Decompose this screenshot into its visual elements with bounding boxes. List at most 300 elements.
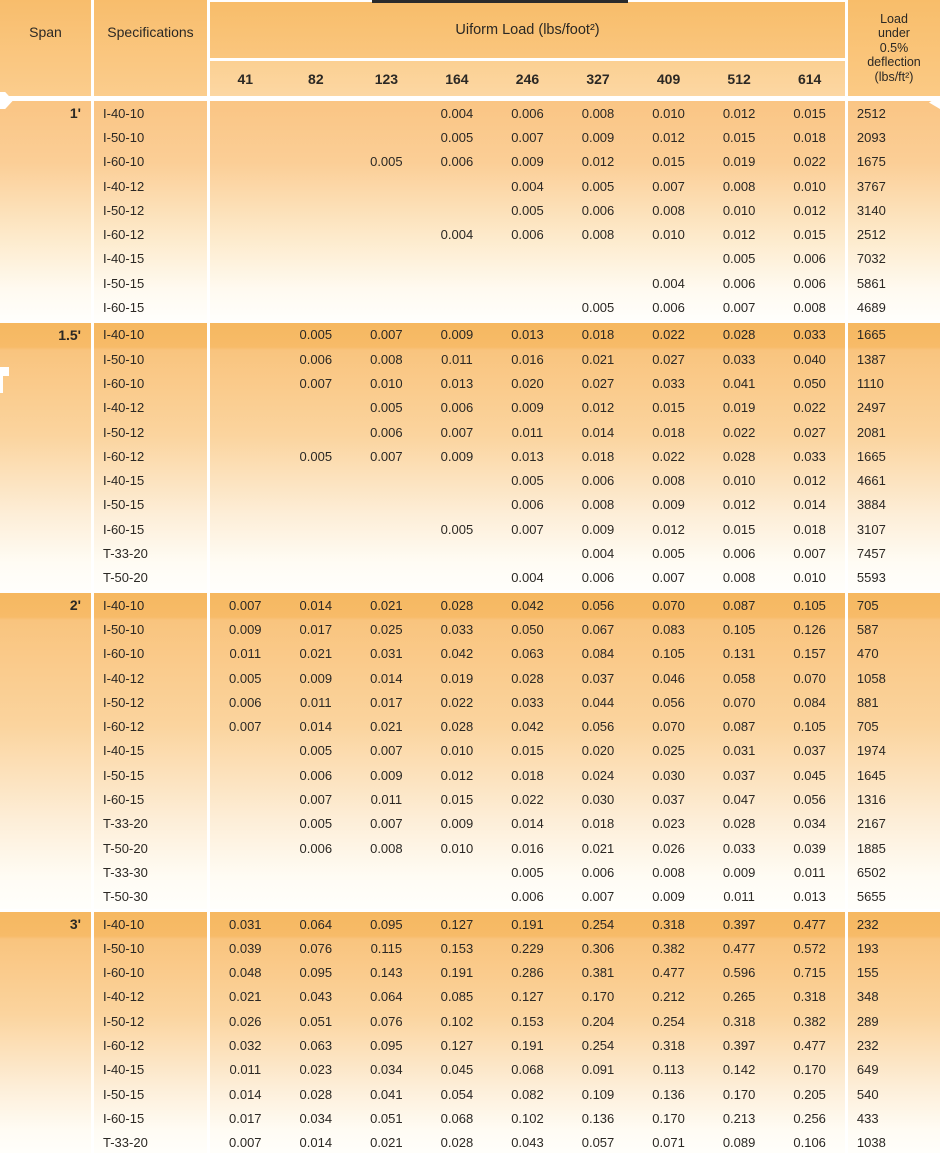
load-value-cell: 0.007 bbox=[299, 792, 333, 808]
load-value-cell: 0.136 bbox=[652, 1086, 685, 1102]
spec-cell: I-60-10 bbox=[103, 375, 145, 391]
load-value-cell: 0.028 bbox=[511, 670, 544, 686]
load-value-cell: 0.006 bbox=[299, 767, 333, 783]
load-value-cell: 0.008 bbox=[652, 473, 685, 489]
load-value-cell: 0.013 bbox=[440, 375, 474, 391]
table-row bbox=[0, 371, 940, 395]
load-value-cell: 0.142 bbox=[722, 1062, 756, 1078]
load-value-cell: 0.007 bbox=[229, 719, 262, 735]
table-row bbox=[0, 396, 940, 420]
table-row bbox=[0, 812, 940, 836]
deflection-load-cell: 470 bbox=[856, 646, 879, 662]
deflection-load-cell: 5593 bbox=[856, 570, 886, 586]
deflection-load-cell: 2093 bbox=[856, 129, 886, 145]
load-value-cell: 0.015 bbox=[652, 154, 685, 170]
table-row bbox=[0, 295, 940, 319]
load-value-cell: 0.045 bbox=[440, 1062, 474, 1078]
load-value-cell: 0.041 bbox=[722, 375, 756, 391]
load-value-cell: 0.047 bbox=[722, 792, 756, 808]
table-row bbox=[0, 593, 940, 617]
load-value-cell: 0.025 bbox=[370, 621, 403, 637]
load-value-cell: 0.017 bbox=[299, 621, 333, 637]
load-value-cell: 0.056 bbox=[652, 694, 685, 710]
deflection-load-cell: 3884 bbox=[856, 497, 886, 513]
load-value-cell: 0.023 bbox=[652, 816, 685, 832]
load-value-cell: 0.091 bbox=[581, 1062, 615, 1078]
load-value-cell: 0.229 bbox=[511, 940, 544, 956]
load-value-cell: 0.063 bbox=[511, 646, 544, 662]
load-value-cell: 0.011 bbox=[723, 889, 755, 905]
load-value-cell: 0.031 bbox=[229, 916, 262, 932]
table-row bbox=[0, 960, 940, 984]
load-value-cell: 0.085 bbox=[440, 989, 474, 1005]
column-divider bbox=[207, 0, 210, 1153]
table-row bbox=[0, 912, 940, 936]
load-value-cell: 0.127 bbox=[440, 1038, 474, 1054]
load-value-cell: 0.033 bbox=[722, 840, 756, 856]
load-value-cell: 0.014 bbox=[793, 497, 826, 513]
load-value-cell: 0.043 bbox=[511, 1135, 544, 1151]
load-value-cell: 0.007 bbox=[793, 546, 826, 561]
header-uniform-load bbox=[210, 2, 845, 58]
load-value-cell: 0.019 bbox=[440, 670, 474, 686]
load-value-cell: 0.015 bbox=[793, 105, 826, 121]
load-value-cell: 0.070 bbox=[652, 597, 685, 613]
load-value-cell: 0.157 bbox=[793, 646, 826, 662]
deflection-load-cell: 2512 bbox=[856, 227, 886, 243]
spec-cell: T-50-30 bbox=[103, 889, 148, 905]
load-value-cell: 0.043 bbox=[299, 989, 333, 1005]
load-value-cell: 0.030 bbox=[581, 792, 615, 808]
load-value-cell: 0.009 bbox=[299, 670, 333, 686]
load-column-header: 82 bbox=[308, 70, 324, 87]
load-value-cell: 0.004 bbox=[440, 227, 474, 243]
load-value-cell: 0.008 bbox=[793, 300, 826, 316]
deflection-load-cell: 705 bbox=[856, 597, 879, 613]
load-value-cell: 0.070 bbox=[722, 694, 756, 710]
load-value-cell: 0.005 bbox=[581, 300, 615, 316]
load-value-cell: 0.106 bbox=[793, 1135, 826, 1151]
load-value-cell: 0.011 bbox=[793, 864, 826, 880]
header-span bbox=[0, 0, 91, 96]
load-value-cell: 0.006 bbox=[722, 275, 756, 291]
deflection-load-cell: 1974 bbox=[856, 743, 886, 759]
deflection-load-cell: 1885 bbox=[856, 840, 886, 856]
load-value-cell: 0.007 bbox=[370, 816, 403, 832]
load-value-cell: 0.044 bbox=[581, 694, 615, 710]
load-value-cell: 0.070 bbox=[793, 670, 826, 686]
load-value-cell: 0.131 bbox=[722, 646, 756, 662]
deflection-load-cell: 587 bbox=[856, 621, 879, 637]
load-value-cell: 0.477 bbox=[652, 965, 685, 981]
spec-cell: I-50-10 bbox=[103, 940, 145, 956]
load-value-cell: 0.013 bbox=[511, 327, 544, 343]
deflection-load-cell: 433 bbox=[856, 1110, 879, 1126]
load-value-cell: 0.318 bbox=[793, 989, 826, 1005]
table-row bbox=[0, 763, 940, 787]
load-value-cell: 0.012 bbox=[722, 227, 756, 243]
load-value-cell: 0.010 bbox=[652, 105, 685, 121]
header-uniform-load-label: Uiform Load (lbs/foot²) bbox=[455, 22, 600, 38]
deflection-load-cell: 155 bbox=[856, 965, 879, 981]
load-value-cell: 0.032 bbox=[229, 1038, 262, 1054]
deflection-load-cell: 705 bbox=[856, 719, 879, 735]
load-value-cell: 0.058 bbox=[722, 670, 756, 686]
load-value-cell: 0.306 bbox=[581, 940, 615, 956]
load-value-cell: 0.064 bbox=[299, 916, 333, 932]
load-value-cell: 0.031 bbox=[722, 743, 756, 759]
load-value-cell: 0.070 bbox=[652, 719, 685, 735]
load-value-cell: 0.007 bbox=[229, 597, 262, 613]
load-value-cell: 0.397 bbox=[722, 1038, 756, 1054]
load-value-cell: 0.024 bbox=[581, 767, 615, 783]
load-value-cell: 0.143 bbox=[370, 965, 403, 981]
load-value-cell: 0.006 bbox=[440, 154, 474, 170]
load-column-header: 409 bbox=[656, 70, 681, 87]
spec-cell: I-50-12 bbox=[103, 694, 145, 710]
spec-cell: T-33-20 bbox=[103, 546, 148, 561]
load-value-cell: 0.087 bbox=[722, 719, 756, 735]
span-group bbox=[0, 912, 940, 1153]
deflection-load-cell: 232 bbox=[856, 1038, 879, 1054]
table-row bbox=[0, 101, 940, 125]
deflection-load-cell: 232 bbox=[856, 916, 879, 932]
table-row bbox=[0, 860, 940, 884]
load-value-cell: 0.034 bbox=[793, 816, 826, 832]
load-value-cell: 0.022 bbox=[722, 424, 756, 440]
load-value-cell: 0.009 bbox=[440, 448, 474, 464]
table-row bbox=[0, 666, 940, 690]
header-specifications-label: Specifications bbox=[107, 24, 194, 40]
spec-cell: I-50-15 bbox=[103, 275, 145, 291]
load-value-cell: 0.012 bbox=[722, 105, 756, 121]
load-value-cell: 0.037 bbox=[793, 743, 826, 759]
spec-cell: I-60-12 bbox=[103, 227, 145, 243]
load-value-cell: 0.009 bbox=[229, 621, 262, 637]
load-value-cell: 0.126 bbox=[793, 621, 826, 637]
load-value-cell: 0.006 bbox=[793, 275, 826, 291]
deflection-load-cell: 289 bbox=[856, 1013, 879, 1029]
load-value-cell: 0.095 bbox=[299, 965, 333, 981]
load-value-cell: 0.018 bbox=[581, 816, 615, 832]
table-row bbox=[0, 198, 940, 222]
load-value-cell: 0.037 bbox=[652, 792, 685, 808]
load-value-cell: 0.006 bbox=[299, 351, 333, 367]
deflection-header-line: 0.5% bbox=[879, 40, 909, 55]
load-value-cell: 0.005 bbox=[722, 251, 756, 267]
load-value-cell: 0.018 bbox=[793, 521, 826, 537]
deflection-load-cell: 1110 bbox=[856, 375, 884, 391]
load-value-cell: 0.046 bbox=[652, 670, 685, 686]
deflection-load-cell: 2167 bbox=[856, 816, 886, 832]
load-value-cell: 0.056 bbox=[581, 597, 615, 613]
load-value-cell: 0.191 bbox=[511, 1038, 544, 1054]
load-value-cell: 0.045 bbox=[793, 767, 826, 783]
load-value-cell: 0.010 bbox=[440, 743, 474, 759]
table-row bbox=[0, 222, 940, 246]
load-value-cell: 0.076 bbox=[299, 940, 333, 956]
table-row bbox=[0, 444, 940, 468]
load-value-cell: 0.037 bbox=[581, 670, 615, 686]
spec-cell: I-40-12 bbox=[103, 178, 145, 194]
load-value-cell: 0.042 bbox=[440, 646, 474, 662]
load-value-cell: 0.477 bbox=[793, 1038, 826, 1054]
deflection-load-cell: 1387 bbox=[856, 351, 886, 367]
load-value-cell: 0.014 bbox=[370, 670, 403, 686]
load-value-cell: 0.022 bbox=[511, 792, 544, 808]
load-value-cell: 0.056 bbox=[793, 792, 826, 808]
load-value-cell: 0.084 bbox=[581, 646, 615, 662]
load-value-cell: 0.006 bbox=[511, 889, 544, 905]
deflection-load-cell: 5655 bbox=[856, 889, 886, 905]
load-value-cell: 0.265 bbox=[722, 989, 756, 1005]
load-value-cell: 0.050 bbox=[793, 375, 826, 391]
load-value-cell: 0.254 bbox=[652, 1013, 685, 1029]
load-value-cell: 0.068 bbox=[440, 1110, 474, 1126]
spec-cell: I-60-15 bbox=[103, 521, 145, 537]
load-value-cell: 0.033 bbox=[440, 621, 474, 637]
load-value-cell: 0.153 bbox=[440, 940, 474, 956]
spec-cell: I-60-15 bbox=[103, 300, 145, 316]
load-value-cell: 0.109 bbox=[581, 1086, 615, 1102]
load-value-cell: 0.033 bbox=[511, 694, 544, 710]
table-row bbox=[0, 541, 940, 565]
load-value-cell: 0.067 bbox=[581, 621, 615, 637]
load-value-cell: 0.021 bbox=[229, 989, 262, 1005]
load-value-cell: 0.016 bbox=[511, 351, 544, 367]
load-value-cell: 0.009 bbox=[370, 767, 403, 783]
load-value-cell: 0.014 bbox=[299, 719, 333, 735]
spec-cell: I-40-10 bbox=[103, 105, 145, 121]
load-value-cell: 0.007 bbox=[440, 424, 474, 440]
table-row bbox=[0, 420, 940, 444]
load-value-cell: 0.015 bbox=[722, 129, 756, 145]
load-value-cell: 0.005 bbox=[229, 670, 262, 686]
load-value-cell: 0.008 bbox=[722, 570, 756, 586]
load-value-cell: 0.005 bbox=[581, 178, 615, 194]
spec-cell: T-50-20 bbox=[103, 840, 148, 856]
load-value-cell: 0.014 bbox=[299, 1135, 333, 1151]
load-value-cell: 0.005 bbox=[299, 327, 333, 343]
load-value-cell: 0.026 bbox=[229, 1013, 262, 1029]
load-value-cell: 0.105 bbox=[793, 719, 826, 735]
load-value-cell: 0.009 bbox=[581, 521, 615, 537]
load-value-cell: 0.007 bbox=[652, 178, 685, 194]
load-value-cell: 0.382 bbox=[793, 1013, 826, 1029]
load-value-cell: 0.015 bbox=[793, 227, 826, 243]
load-value-cell: 0.254 bbox=[581, 1038, 615, 1054]
load-value-cell: 0.082 bbox=[511, 1086, 544, 1102]
deflection-load-cell: 348 bbox=[856, 989, 879, 1005]
deflection-load-cell: 1038 bbox=[856, 1135, 886, 1151]
load-value-cell: 0.017 bbox=[229, 1110, 262, 1126]
spec-cell: I-40-10 bbox=[103, 916, 145, 932]
deflection-load-cell: 2512 bbox=[856, 105, 886, 121]
deflection-header-line: (lbs/ft²) bbox=[874, 69, 914, 84]
load-value-cell: 0.007 bbox=[652, 570, 685, 586]
deflection-load-cell: 6502 bbox=[856, 864, 886, 880]
load-value-cell: 0.025 bbox=[652, 743, 685, 759]
load-column-header: 512 bbox=[727, 70, 751, 87]
spec-cell: I-40-15 bbox=[103, 743, 145, 759]
spec-cell: I-50-15 bbox=[103, 1086, 145, 1102]
span-label: 2' bbox=[69, 597, 81, 614]
load-column-header: 327 bbox=[586, 70, 610, 87]
load-value-cell: 0.051 bbox=[299, 1013, 333, 1029]
load-value-cell: 0.041 bbox=[370, 1086, 403, 1102]
load-value-cell: 0.286 bbox=[511, 965, 544, 981]
load-value-cell: 0.011 bbox=[511, 424, 544, 440]
load-value-cell: 0.095 bbox=[370, 916, 403, 932]
load-value-cell: 0.022 bbox=[652, 327, 685, 343]
load-value-cell: 0.005 bbox=[370, 400, 403, 416]
spec-cell: I-50-12 bbox=[103, 424, 145, 440]
load-value-cell: 0.007 bbox=[370, 327, 403, 343]
table-row bbox=[0, 836, 940, 860]
load-value-cell: 0.382 bbox=[652, 940, 685, 956]
load-value-cell: 0.022 bbox=[793, 154, 826, 170]
deflection-load-cell: 3107 bbox=[856, 521, 886, 537]
table-row bbox=[0, 936, 940, 960]
load-value-cell: 0.715 bbox=[793, 965, 826, 981]
load-value-cell: 0.014 bbox=[581, 424, 615, 440]
load-value-cell: 0.006 bbox=[581, 202, 615, 218]
load-value-cell: 0.006 bbox=[511, 227, 544, 243]
load-value-cell: 0.089 bbox=[722, 1135, 756, 1151]
load-value-cell: 0.027 bbox=[581, 375, 615, 391]
deflection-load-cell: 1675 bbox=[856, 154, 886, 170]
load-value-cell: 0.010 bbox=[370, 375, 403, 391]
load-value-cell: 0.005 bbox=[299, 448, 333, 464]
load-value-cell: 0.381 bbox=[581, 965, 615, 981]
load-value-cell: 0.039 bbox=[793, 840, 826, 856]
load-value-cell: 0.006 bbox=[440, 400, 474, 416]
table-row bbox=[0, 885, 940, 909]
load-value-cell: 0.042 bbox=[511, 719, 544, 735]
load-value-cell: 0.011 bbox=[229, 646, 262, 662]
load-value-cell: 0.318 bbox=[652, 1038, 685, 1054]
spec-cell: I-50-15 bbox=[103, 497, 145, 513]
load-value-cell: 0.008 bbox=[370, 351, 403, 367]
load-value-cell: 0.005 bbox=[440, 129, 474, 145]
spec-cell: I-40-15 bbox=[103, 1062, 145, 1078]
table-row bbox=[0, 714, 940, 738]
load-value-cell: 0.005 bbox=[511, 202, 544, 218]
load-value-cell: 0.011 bbox=[441, 351, 473, 367]
load-value-cell: 0.115 bbox=[370, 940, 403, 956]
spec-cell: T-33-20 bbox=[103, 816, 148, 832]
load-value-cell: 0.018 bbox=[581, 327, 615, 343]
spec-cell: I-50-10 bbox=[103, 351, 145, 367]
load-value-cell: 0.017 bbox=[370, 694, 403, 710]
load-value-cell: 0.051 bbox=[370, 1110, 403, 1126]
load-value-cell: 0.012 bbox=[581, 400, 615, 416]
load-value-cell: 0.477 bbox=[793, 916, 826, 932]
load-value-cell: 0.012 bbox=[793, 473, 826, 489]
spec-cell: I-40-15 bbox=[103, 473, 145, 489]
load-value-cell: 0.010 bbox=[793, 570, 826, 586]
load-value-cell: 0.057 bbox=[581, 1135, 615, 1151]
span-group bbox=[0, 323, 940, 590]
load-value-cell: 0.009 bbox=[511, 154, 544, 170]
load-value-cell: 0.015 bbox=[652, 400, 685, 416]
load-value-cell: 0.015 bbox=[511, 743, 544, 759]
load-value-cell: 0.063 bbox=[299, 1038, 333, 1054]
load-value-cell: 0.477 bbox=[722, 940, 756, 956]
table-row bbox=[0, 493, 940, 517]
table-row bbox=[0, 150, 940, 174]
column-divider bbox=[845, 0, 848, 1153]
load-value-cell: 0.006 bbox=[581, 570, 615, 586]
deflection-load-cell: 1645 bbox=[856, 767, 886, 783]
load-value-cell: 0.007 bbox=[511, 129, 544, 145]
top-rule-line bbox=[372, 0, 628, 3]
load-value-cell: 0.033 bbox=[722, 351, 756, 367]
load-value-cell: 0.013 bbox=[793, 889, 826, 905]
load-column-header: 614 bbox=[797, 70, 822, 87]
load-value-cell: 0.021 bbox=[299, 646, 333, 662]
spec-cell: I-60-10 bbox=[103, 154, 145, 170]
load-value-cell: 0.018 bbox=[511, 767, 544, 783]
load-value-cell: 0.012 bbox=[440, 767, 474, 783]
load-value-cell: 0.170 bbox=[652, 1110, 685, 1126]
load-value-cell: 0.010 bbox=[722, 202, 756, 218]
deflection-load-cell: 4689 bbox=[856, 300, 886, 316]
table-row bbox=[0, 468, 940, 492]
load-value-cell: 0.318 bbox=[652, 916, 685, 932]
load-value-cell: 0.007 bbox=[722, 300, 756, 316]
load-value-cell: 0.020 bbox=[581, 743, 615, 759]
load-value-cell: 0.006 bbox=[581, 473, 615, 489]
deflection-header-line: Load bbox=[880, 11, 908, 26]
load-value-cell: 0.028 bbox=[722, 327, 756, 343]
load-value-cell: 0.012 bbox=[652, 521, 685, 537]
load-value-cell: 0.008 bbox=[581, 497, 615, 513]
load-value-cell: 0.007 bbox=[370, 448, 403, 464]
table-row bbox=[0, 642, 940, 666]
load-value-cell: 0.020 bbox=[511, 375, 544, 391]
spec-cell: I-40-12 bbox=[103, 670, 145, 686]
load-value-cell: 0.064 bbox=[370, 989, 403, 1005]
load-column-header: 123 bbox=[374, 70, 399, 87]
load-value-cell: 0.113 bbox=[652, 1062, 685, 1078]
load-value-cell: 0.005 bbox=[440, 521, 474, 537]
load-value-cell: 0.095 bbox=[370, 1038, 403, 1054]
load-value-cell: 0.022 bbox=[793, 400, 826, 416]
load-value-cell: 0.040 bbox=[793, 351, 826, 367]
load-value-cell: 0.034 bbox=[370, 1062, 403, 1078]
deflection-load-cell: 1058 bbox=[856, 670, 886, 686]
load-value-cell: 0.136 bbox=[581, 1110, 615, 1126]
load-value-cell: 0.256 bbox=[793, 1110, 826, 1126]
load-value-cell: 0.572 bbox=[793, 940, 826, 956]
load-value-cell: 0.011 bbox=[300, 694, 332, 710]
deflection-load-cell: 649 bbox=[856, 1062, 879, 1078]
load-value-cell: 0.006 bbox=[511, 105, 544, 121]
load-value-cell: 0.084 bbox=[793, 694, 826, 710]
load-value-cell: 0.028 bbox=[440, 597, 474, 613]
deflection-load-cell: 881 bbox=[856, 694, 879, 710]
load-value-cell: 0.039 bbox=[229, 940, 262, 956]
spec-cell: I-50-15 bbox=[103, 767, 145, 783]
load-value-cell: 0.042 bbox=[511, 597, 544, 613]
load-value-cell: 0.021 bbox=[581, 840, 615, 856]
load-value-cell: 0.005 bbox=[299, 743, 333, 759]
load-value-cell: 0.212 bbox=[652, 989, 685, 1005]
table-row bbox=[0, 690, 940, 714]
load-value-cell: 0.083 bbox=[652, 621, 685, 637]
deflection-load-cell: 2081 bbox=[856, 424, 886, 440]
